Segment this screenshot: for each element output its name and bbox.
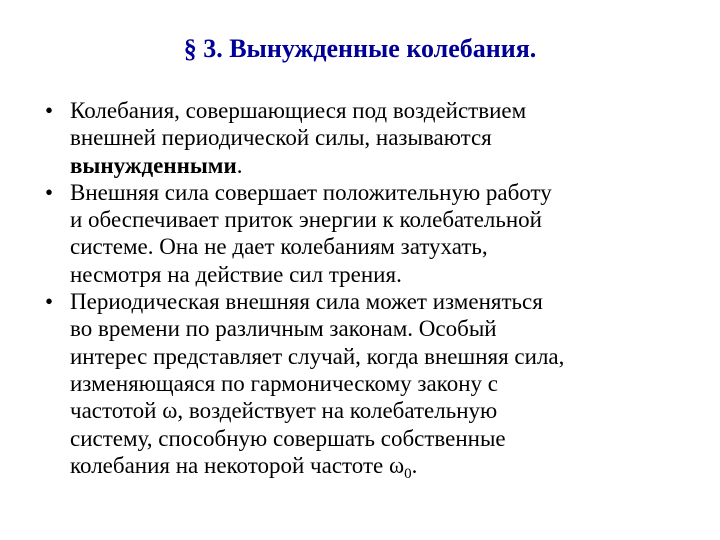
bullet-line [70,452,695,482]
bullet-line: систему, способную совершать собственные [70,425,506,451]
bullet-marker: • [45,98,54,123]
bullet-line: Колебания, совершающиеся под воздействием [70,98,527,123]
bullet-line: интерес представляет случай, когда внешняя сила, [70,343,565,369]
bullet-item [45,97,695,179]
line-text: колебания на некоторой частоте ω [70,452,405,478]
bullet-line: Внешняя сила совершает положительную работу [70,179,552,205]
bold-term: вынужденными [70,152,237,178]
punctuation: . [236,152,243,178]
bullet-item [45,179,695,288]
punctuation: . [411,452,418,478]
bullet-marker: • [45,179,54,205]
bullet-line: во времени по различным законам. Особый [70,316,497,342]
bullet-item [45,288,695,482]
bullet-line: несмотря на действие сил трения. [70,261,402,287]
bullet-line: изменяющаяся по гармоническому закону с [70,370,498,396]
slide-title: § 3. Вынужденные колебания. [183,34,537,63]
bullet-line: частотой ω, воздействует на колебательную [70,398,498,424]
bullet-line: системе. Она не дает колебаниям затухать, [70,234,488,260]
bullet-line: Периодическая внешняя сила может изменяться [70,289,543,315]
bullet-line: внешней периодической силы, называются [70,125,492,151]
bullet-list [45,97,695,482]
subscript: 0 [404,465,412,482]
bullet-line [70,152,695,179]
bullet-marker: • [45,289,54,315]
bullet-line: и обеспечивает приток энергии к колебательной [70,207,542,233]
